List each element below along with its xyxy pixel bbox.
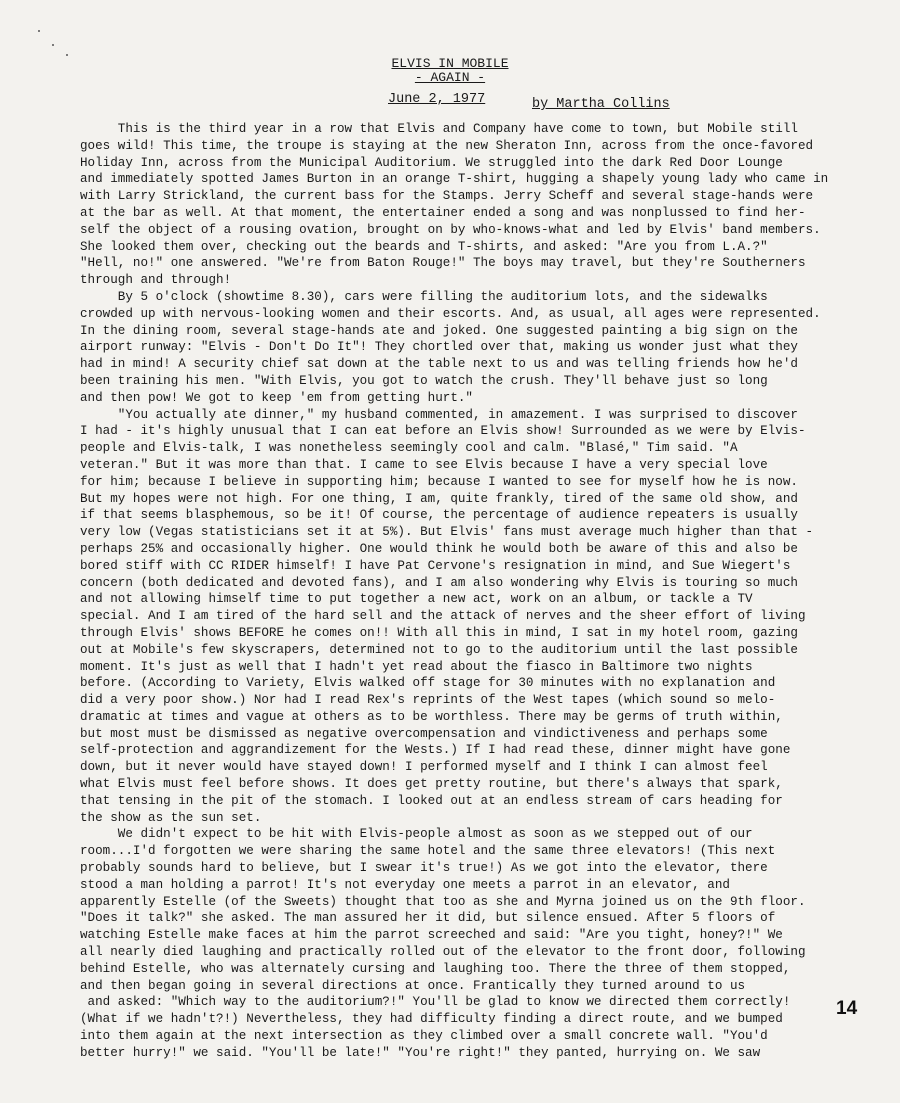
article-line: very low (Vegas statisticians set it at 5%). But Elvis' fans must average much higher than that - xyxy=(80,525,814,540)
article-line: dramatic at times and vague at others as to be worthless. There may be germs of truth within, xyxy=(80,709,783,724)
article-line: down, but it never would have stayed down! I performed myself and I think I can almost feel xyxy=(80,760,768,775)
article-header xyxy=(370,57,530,85)
article-line: the show as the sun set. xyxy=(80,810,262,825)
article-subtitle: - AGAIN - xyxy=(414,70,486,85)
article-line: people and Elvis-talk, I was nonetheless seemingly cool and calm. "Blasé," Tim said. "A xyxy=(80,441,738,456)
article-date: June 2, 1977 xyxy=(388,92,486,107)
article-line: and not allowing himself time to put together a new act, work on an album, or tackle a TV xyxy=(80,592,753,607)
article-line: but most must be dismissed as negative overcompensation and vindictiveness and perhaps some xyxy=(80,726,768,741)
article-line: had in mind! A security chief sat down at the table next to us and was telling friends how he'd xyxy=(80,357,798,372)
article-line: if that seems blasphemous, so be it! Of course, the percentage of audience repeaters is usually xyxy=(80,508,798,523)
article-line: probably sounds hard to believe, but I swear it's true!) As we got into the elevator, there xyxy=(80,861,768,876)
article-line: "Hell, no!" one answered. "We're from Baton Rouge!" The boys may travel, but they're Southerners xyxy=(80,256,806,271)
article-line: did a very poor show.) Nor had I read Rex's reprints of the West tapes (which sound so melo- xyxy=(80,693,776,708)
article-line: apparently Estelle (of the Sweets) thought that too as she and Myrna joined us on the 9th floor. xyxy=(80,894,806,909)
article-line: By 5 o'clock (showtime 8.30), cars were filling the auditorium lots, and the sidewalks xyxy=(80,289,768,304)
article-line: (What if we hadn't?!) Nevertheless, they had difficulty finding a direct route, and we bumped xyxy=(80,1012,783,1027)
article-line: But my hopes were not high. For one thing, I am, quite frankly, tired of the same old show, and xyxy=(80,491,798,506)
article-line: goes wild! This time, the troupe is staying at the new Sheraton Inn, across from the once-favored xyxy=(80,138,814,153)
article-line: We didn't expect to be hit with Elvis-people almost as soon as we stepped out of our xyxy=(80,827,753,842)
article-line: what Elvis must feel before shows. It does get pretty routine, but there's always that spark, xyxy=(80,777,783,792)
article-line: concern (both dedicated and devoted fans), and I am also wondering why Elvis is touring so much xyxy=(80,575,798,590)
page-number: 14 xyxy=(836,998,858,1019)
paper-speck xyxy=(52,44,54,46)
article-line: self-protection and aggrandizement for the Wests.) If I had read these, dinner might have gone xyxy=(80,743,791,758)
article-line: and asked: "Which way to the auditorium?!" You'll be glad to know we directed them correctly! xyxy=(80,995,791,1010)
article-line: moment. It's just as well that I hadn't yet read about the fiasco in Baltimore two nights xyxy=(80,659,753,674)
article-line: I had - it's highly unusual that I can eat before an Elvis show! Surrounded as we were by Elvis- xyxy=(80,424,806,439)
article-line: through and through! xyxy=(80,273,232,288)
article-line: behind Estelle, who was alternately cursing and laughing too. There the three of them stopped, xyxy=(80,961,791,976)
article-line: for him; because I believe in supporting him; because I wanted to see for myself how he is now. xyxy=(80,474,798,489)
article-line: and then pow! We got to keep 'em from getting hurt." xyxy=(80,390,473,405)
article-line: been training his men. "With Elvis, you got to watch the crush. They'll behave just so long xyxy=(80,373,768,388)
article-line: and immediately spotted James Burton in an orange T-shirt, hugging a shapely young lady who came in xyxy=(80,172,829,187)
article-line: "Does it talk?" she asked. The man assured her it did, but silence ensued. After 5 floors of xyxy=(80,911,776,926)
article-line: into them again at the next intersection as they climbed over a small concrete wall. "You'd xyxy=(80,1029,768,1044)
article-line: This is the third year in a row that Elvis and Company have come to town, but Mobile still xyxy=(80,122,798,136)
article-byline: by Martha Collins xyxy=(532,97,670,112)
article-line: airport runway: "Elvis - Don't Do It"! They chortled over that, making us wonder just what they xyxy=(80,340,798,355)
paper-speck xyxy=(66,54,68,56)
article-line: Holiday Inn, across from the Municipal Auditorium. We struggled into the dark Red Door Lounge xyxy=(80,155,783,170)
article-line: In the dining room, several stage-hands ate and joked. One suggested painting a big sign on the xyxy=(80,323,798,338)
article-line: through Elvis' shows BEFORE he comes on!! With all this in mind, I sat in my hotel room, gazing xyxy=(80,625,798,640)
paper-speck xyxy=(38,30,40,32)
article-body xyxy=(80,121,860,1062)
article-line: She looked them over, checking out the beards and T-shirts, and asked: "Are you from L.A.?" xyxy=(80,239,768,254)
article-line: self the object of a rousing ovation, brought on by who-knows-what and led by Elvis' band members. xyxy=(80,222,821,237)
article-line: better hurry!" we said. "You'll be late!" "You're right!" they panted, hurrying on. We saw xyxy=(80,1045,761,1060)
article-line: bored stiff with CC RIDER himself! I have Pat Cervone's resignation in mind, and Sue Wiegert's xyxy=(80,558,791,573)
article-line: "You actually ate dinner," my husband commented, in amazement. I was surprised to discover xyxy=(80,407,798,422)
article-line: and then began going in several directions at once. Frantically they turned around to us xyxy=(80,978,746,993)
article-line: special. And I am tired of the hard sell and the attack of nerves and the sheer effort of living xyxy=(80,609,806,624)
article-line: at the bar as well. At that moment, the entertainer ended a song and was nonplussed to find her- xyxy=(80,205,806,220)
article-line: crowded up with nervous-looking women and their escorts. And, as usual, all ages were represented. xyxy=(80,306,821,321)
article-line: watching Estelle make faces at him the parrot screeched and said: "Are you tight, honey?!" We xyxy=(80,928,783,943)
article-line: before. (According to Variety, Elvis walked off stage for 30 minutes with no explanation and xyxy=(80,676,776,691)
article-line: that tensing in the pit of the stomach. I looked out at an endless stream of cars heading for xyxy=(80,793,783,808)
article-line: room...I'd forgotten we were sharing the same hotel and the same three elevators! (This next xyxy=(80,844,776,859)
article-line: veteran." But it was more than that. I came to see Elvis because I have a very special love xyxy=(80,457,768,472)
article-line: perhaps 25% and occasionally higher. One would think he would both be aware of this and also be xyxy=(80,541,798,556)
article-line: out at Mobile's few skyscrapers, determined not to go to the auditorium until the last possible xyxy=(80,642,798,657)
article-line: all nearly died laughing and practically rolled out of the elevator to the front door, following xyxy=(80,945,806,960)
article-line: stood a man holding a parrot! It's not everyday one meets a parrot in an elevator, and xyxy=(80,877,730,892)
article-title: ELVIS IN MOBILE xyxy=(391,56,509,71)
article-line: with Larry Strickland, the current bass for the Stamps. Jerry Scheff and several stage-hands were xyxy=(80,189,814,204)
